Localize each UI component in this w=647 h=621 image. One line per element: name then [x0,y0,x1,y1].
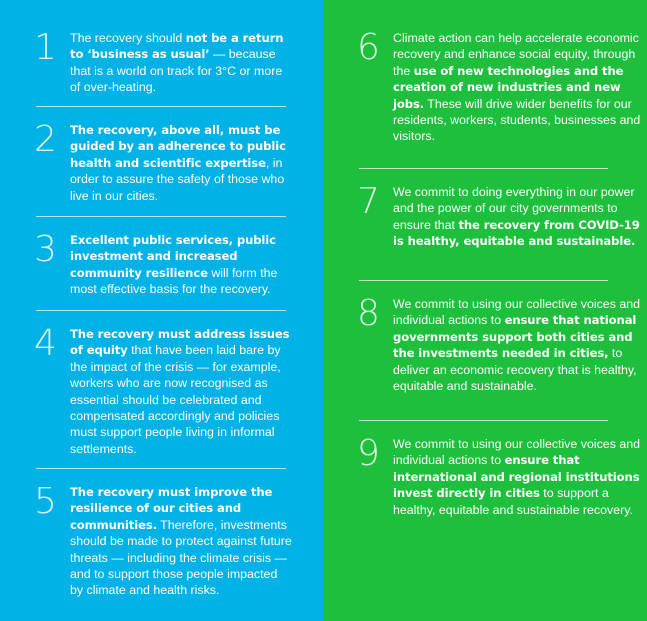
commitment-number: 8 [357,293,380,334]
commitment-text [70,232,292,298]
emphasis-text: The recovery must address issues of equity [70,327,290,358]
commitment-text [393,436,644,518]
commitment-number: 6 [357,27,380,68]
commitment-text [70,122,292,204]
commitment-number: 4 [34,323,57,364]
emphasis-text: ensure that international and regional institutions invest directly in cities [393,453,640,501]
body-text: Therefore, investments should be made to protect against future threats — including the climate crisis — and to support those people impacted by climate and health risks. [70,517,292,598]
body-text: These will drive wider benefits for our residents, workers, students, businesses and visitors. [393,96,641,144]
commitment-text [70,326,292,457]
right-column [323,0,647,621]
body-text: — because that is a world on track for 3°C or more of over-heating. [70,47,283,95]
commitment-number: 2 [34,119,57,160]
commitment-number: 7 [357,181,380,222]
body-text: to support a healthy, equitable and sustainable recovery. [393,486,633,517]
body-text: We commit to using our collective voices and individual actions to [393,297,641,328]
commitment-number: 3 [34,229,57,270]
commitment-number: 9 [357,433,380,474]
commitment-text [70,30,292,96]
divider [359,420,608,421]
body-text: that have been laid bare by the impact of the crisis — for example, workers who are now recognised as essential should be celebrated and compensated accordingly and policies must support people living in informal settlements. [70,343,281,456]
body-text: The recovery should [70,31,186,45]
left-column [0,0,323,621]
emphasis-text: The recovery, above all, must be guided by an adherence to public health and scientific expertise [70,123,286,170]
emphasis-text: not be a return to ‘business as usual’ [70,31,284,62]
divider [359,280,608,281]
commitment-number: 5 [34,481,57,522]
body-text: Climate action can help accelerate economic recovery and enhance social equity, through the [393,31,639,78]
commitment-text [393,30,644,145]
body-text: will form the most effective basis for the recovery. [70,265,278,297]
divider [36,106,286,107]
emphasis-text: Excellent public services, public investment and increased community resilience [70,233,276,280]
body-text: We commit to using our collective voices and individual actions to [393,437,641,468]
commitment-text [70,484,292,599]
divider [36,310,286,311]
emphasis-text: the recovery from COVID-19 is healthy, equitable and sustainable. [393,217,640,249]
emphasis-text: use of new technologies and the creation of new industries and new jobs. [393,63,624,111]
emphasis-text: ensure that national governments support both cities and the investments needed in cities, [393,313,637,361]
divider [36,468,286,469]
emphasis-text: The recovery must improve the resilience of our cities and communities. [70,485,273,532]
body-text: We commit to doing everything in our power and the power of our city governments to ensure that [393,185,635,232]
body-text: , in order to assure the safety of those who live in our cities. [70,155,285,203]
body-text: to deliver an economic recovery that is healthy, equitable and sustainable. [393,346,637,394]
divider [359,168,608,169]
commitment-text [393,184,644,250]
commitment-number: 1 [34,27,57,68]
commitment-text [393,296,644,394]
divider [36,216,286,217]
